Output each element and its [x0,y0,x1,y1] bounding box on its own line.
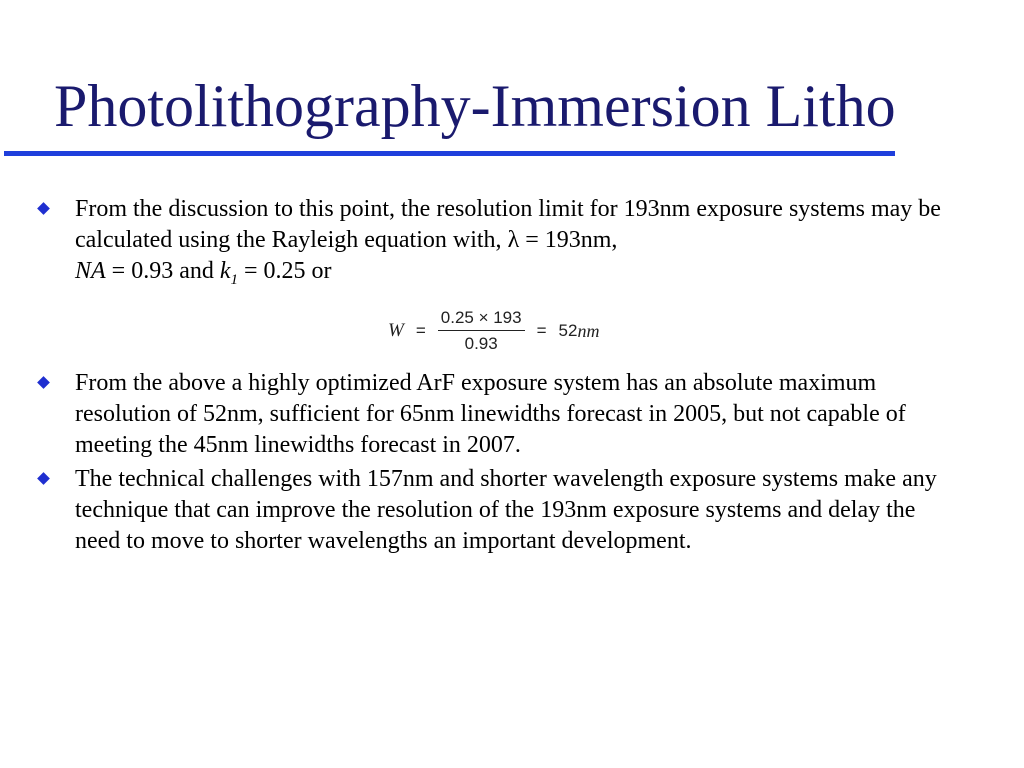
slide-title: Photolithography-Immersion Litho [54,73,896,139]
resolution-equation [388,306,599,356]
title-underline [4,151,895,156]
diamond-bullet-icon [37,376,50,389]
bullet-1-text-b: = 193nm, [519,227,618,253]
bullet-1-text-a: From the discussion to this point, the resolution limit for 193nm exposure systems may be calculated using the Rayleigh equation with, [75,196,941,253]
equation-lhs: W [388,320,404,341]
equation-equals: = [415,321,426,340]
equation-result-unit: nm [577,320,600,341]
bullet-2-text: From the above a highly optimized ArF exposure system has an absolute maximum resolution of 52nm, sufficient for 65nm linewidths forecast in 2005, but not capable of meeting the 45nm linewidths forecast in 2007. [75,370,906,458]
bullet-1-text-c: = 0.93 and [105,258,220,284]
equation-result-value: 52 [558,321,578,340]
bullet-item-3 [75,464,945,557]
k-label: k [219,258,231,284]
fraction-denominator: 0.93 [464,334,498,353]
na-label: NA [75,258,106,284]
equation-fraction [438,308,525,354]
bullet-3-text: The technical challenges with 157nm and shorter wavelength exposure systems make any technique that can improve the resolution of the 193nm exposure systems and delay the need to move to shorter wavelengths an important development. [75,466,937,554]
bullet-item-2 [75,368,945,461]
diamond-bullet-icon [37,472,50,485]
diamond-bullet-icon [37,202,50,215]
equation-equals-2: = [536,321,547,340]
bullet-1-text-d: = 0.25 or [238,258,332,284]
lambda-symbol: λ [507,227,520,253]
k-subscript: 1 [230,271,239,288]
bullet-item-1 [75,194,945,296]
fraction-numerator: 0.25 × 193 [438,308,525,331]
